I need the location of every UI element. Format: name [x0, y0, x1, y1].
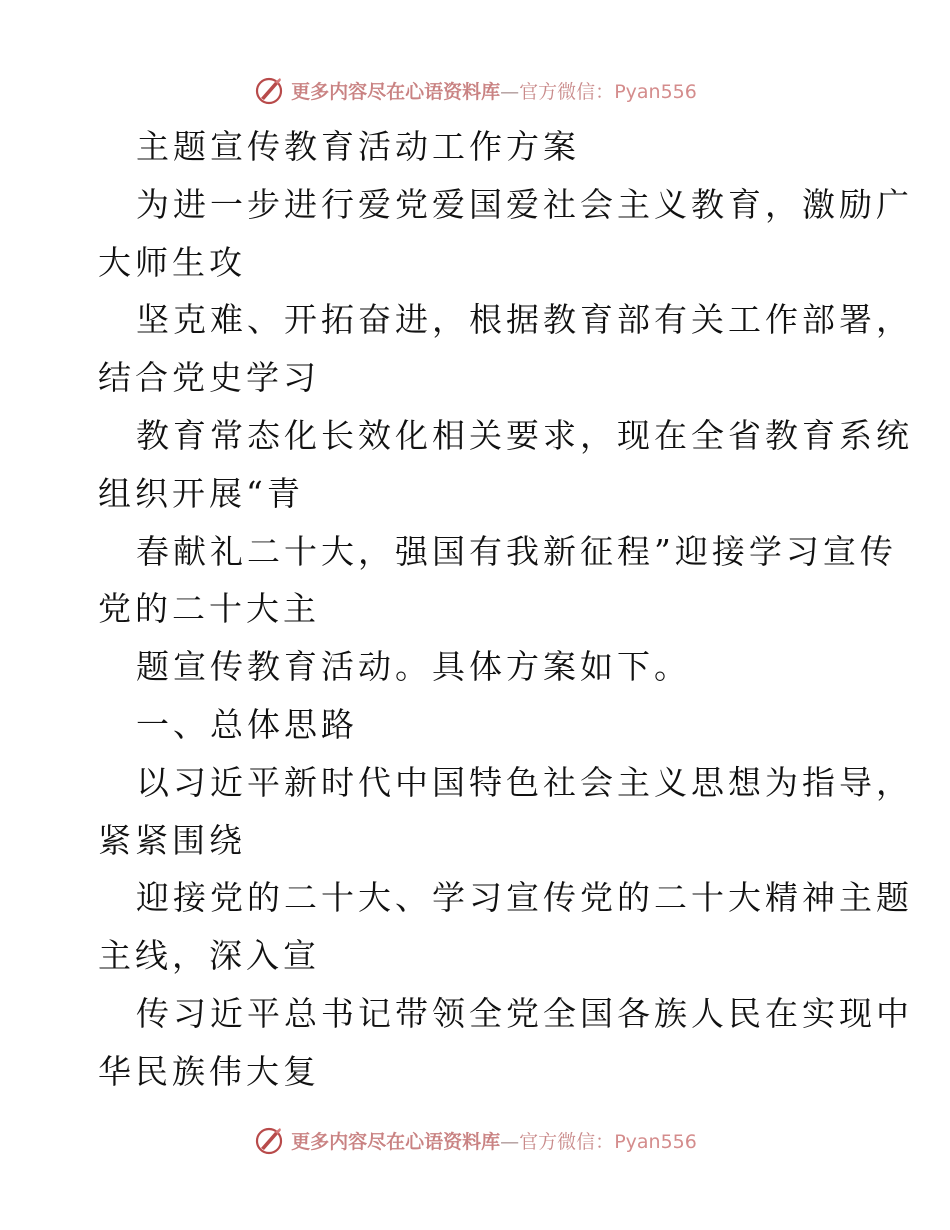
document-title: 主题宣传教育活动工作方案 — [136, 127, 580, 166]
paragraph-line: 春献礼二十大，强国有我新征程”迎接学习宣传 — [136, 531, 897, 571]
paragraph-line: 紧紧围绕 — [98, 820, 246, 860]
watermark-contact-label: 官方微信： — [519, 80, 615, 103]
header-watermark — [0, 70, 950, 110]
section-heading: 一、总体思路 — [136, 704, 358, 744]
paragraph-line: 题宣传教育活动。具体方案如下。 — [136, 647, 691, 687]
watermark-contact-label: 官方微信： — [519, 1130, 615, 1153]
paragraph-line: 大师生攻 — [98, 242, 246, 282]
watermark-separator: — — [500, 1130, 520, 1153]
watermark-brand: 更多内容尽在心语资料库 — [291, 80, 501, 103]
quill-pen-logo-icon — [253, 1124, 285, 1156]
paragraph-line: 党的二十大主 — [98, 589, 320, 629]
paragraph-line: 组织开展“青 — [98, 473, 304, 513]
document-body — [98, 118, 913, 1101]
watermark-text — [291, 1127, 697, 1154]
paragraph-line: 华民族伟大复 — [98, 1051, 320, 1091]
footer-watermark — [0, 1120, 950, 1160]
watermark-brand: 更多内容尽在心语资料库 — [291, 1130, 501, 1153]
paragraph-line: 主线，深入宣 — [98, 936, 320, 976]
quill-pen-logo-icon — [253, 74, 285, 106]
paragraph-line: 以习近平新时代中国特色社会主义思想为指导， — [136, 762, 913, 802]
watermark-separator: — — [500, 80, 520, 103]
paragraph-line: 迎接党的二十大、学习宣传党的二十大精神主题 — [136, 878, 913, 918]
watermark-contact-id: Pyan556 — [614, 80, 697, 103]
watermark-contact-id: Pyan556 — [614, 1130, 697, 1153]
paragraph-line: 传习近平总书记带领全党全国各族人民在实现中 — [136, 993, 913, 1033]
paragraph-line: 坚克难、开拓奋进，根据教育部有关工作部署， — [136, 300, 913, 340]
paragraph-line: 为进一步进行爱党爱国爱社会主义教育，激励广 — [136, 184, 913, 224]
paragraph-line: 教育常态化长效化相关要求，现在全省教育系统 — [136, 415, 913, 455]
paragraph-line: 结合党史学习 — [98, 358, 320, 398]
watermark-text — [291, 77, 697, 104]
